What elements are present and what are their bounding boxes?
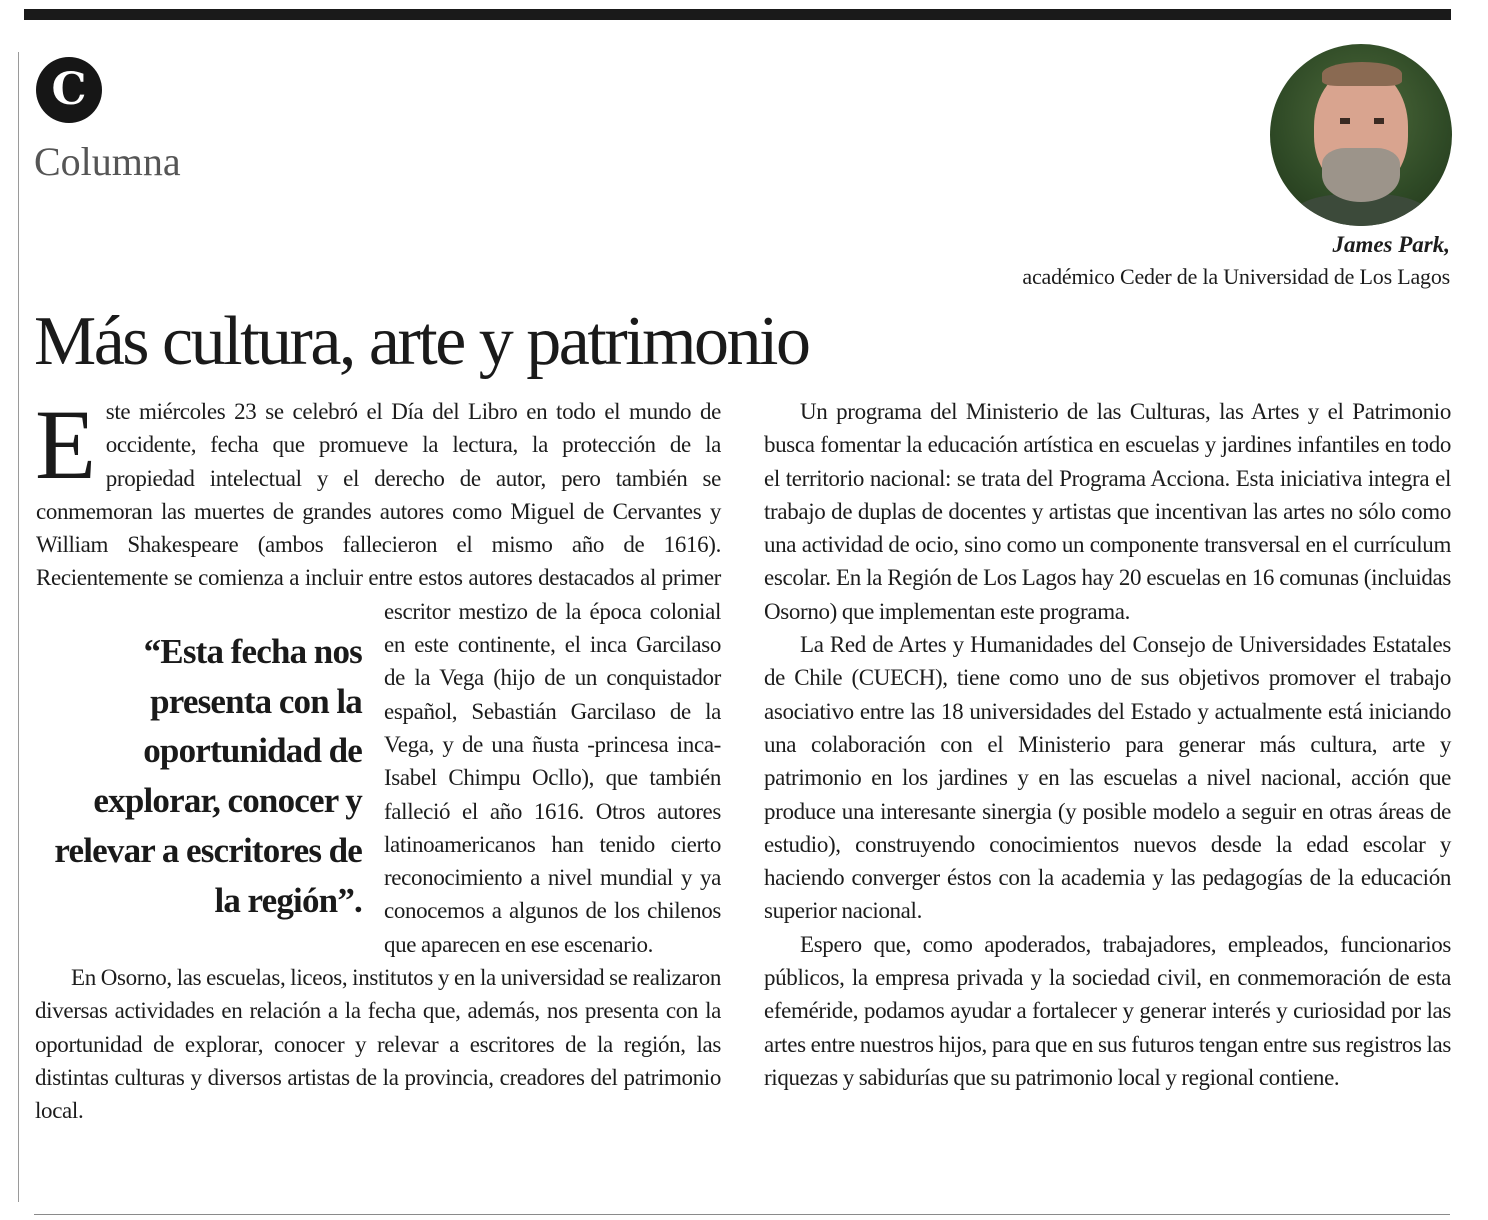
headline: Más cultura, arte y patrimonio [34, 303, 809, 380]
author-role: académico Ceder de la Universidad de Los Lagos [1022, 264, 1450, 289]
article-column-left [35, 389, 721, 1128]
drop-cap: E [35, 389, 96, 500]
paragraph-3: Un programa del Ministerio de las Culturas, las Artes y el Patrimonio busca fomentar la educación artística en escuelas y jardines infantiles en todo el territorio nacional: se trata del Programa Acciona. Esta iniciativa integra el trabajo de duplas de docentes y artistas que incentivan las artes no sólo como una actividad de ocio, sino como un componente transversal en el currículum escolar. En la Región de Los Lagos hay 20 escuelas en 16 comunas (incluidas Osorno) que implementan este programa. [764, 399, 1451, 624]
paragraph-1: ste miércoles 23 se celebró el Día del Libro en todo el mundo de occidente, fecha que promueve la lectura, la protección de la propiedad intelectual y el derecho de autor, pero también se conmemoran las muertes de grandes autores como Miguel de Cervantes y William Shakespeare (ambos fallecieron el mismo año de 1616). Recientemente se comienza a incluir entre estos autores destacados al primer escritor mestizo de la época colonial en este continente, el inca Garcilaso de la Vega (hijo de un conquistador español, Sebastián Garcilaso de la Vega, y de una ñusta -princesa inca- Isabel Chimpu Ocllo), que también falleció el año 1616. Otros autores latinoamericanos han tenido cierto reconocimiento a nivel mundial y ya conocemos a algunos de los chilenos que aparecen en ese escenario. [36, 399, 721, 957]
left-margin-rule [18, 52, 19, 1202]
paragraph-2: En Osorno, las escuelas, liceos, institutos y en la universidad se realizaron diversas actividades en relación a la fecha que, además, nos presenta con la oportunidad de explorar, conocer y relevar a escritores de la región, las distintas culturas y diversos artistas de la provincia, creadores del patrimonio local. [35, 965, 721, 1124]
article-column-right [764, 395, 1451, 1094]
bottom-rule [34, 1214, 1450, 1215]
author-name: James Park, [1332, 232, 1450, 257]
author-photo [1270, 44, 1452, 226]
top-rule [24, 9, 1451, 20]
paragraph-5: Espero que, como apoderados, trabajadores, empleados, funcionarios públicos, la empresa privada y la sociedad civil, en conmemoración de esta efeméride, podamos ayudar a fortalecer y generar interés y curiosidad por las artes entre nuestros hijos, para que en sus futuros tengan entre sus registros las riquezas y sabidurías que su patrimonio local y regional contiene. [764, 931, 1451, 1090]
column-badge-icon: C [36, 57, 102, 123]
pullquote: “Esta fecha nos presenta con la oportunidad de explorar, conocer y relevar a escritores de la región”. [54, 632, 362, 920]
paragraph-4: La Red de Artes y Humanidades del Consejo de Universidades Estatales de Chile (CUECH), tiene como uno de sus objetivos promover el trabajo asociativo entre las 18 universidades del Estado y actualmente está iniciando una colaboración con el Ministerio para generar más cultura, arte y patrimonio en los jardines y en las escuelas a nivel nacional, acción que produce una interesante sinergia (y posible modelo a seguir en otras áreas de estudio), construyendo conocimientos nuevos desde la edad escolar y haciendo converger éstos con la academia y las pedagogías de la educación superior nacional. [764, 632, 1451, 924]
section-label: Columna [34, 139, 181, 184]
